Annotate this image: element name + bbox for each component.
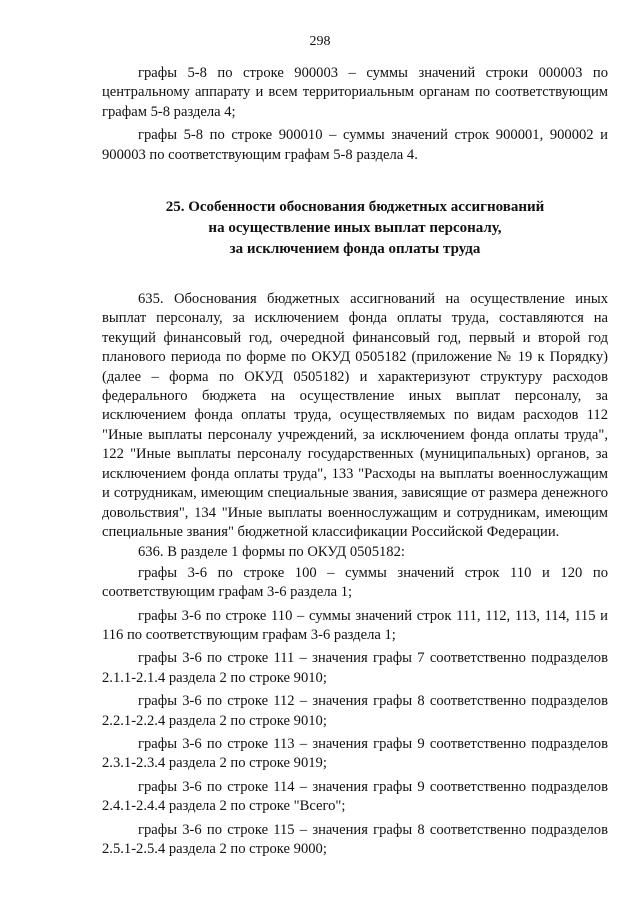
paragraph-635: 635. Обоснования бюджетных ассигнований на осуществление иных выплат персоналу, за исключением фонда оплаты труда, составляются на текущий финансовый год, очередной финансовый год, первый и второй год планового периода по форме по ОКУД 0505182 (приложение № 19 к Порядку) (далее – форма по ОКУД 0505182) и характеризуют структуру расходов федерального бюджета на осуществление иных выплат персоналу, за исключением фонда оплаты труда, осуществляемых по видам расходов 112 "Иные выплаты персоналу учреждений, за исключением фонда оплаты труда", 122 "Иные выплаты персоналу государственных (муниципальных) органов, за исключением фонда оплаты труда", 133 "Расходы на выплаты военнослужащим и сотрудникам, имеющим специальные звания, зависящие от размера денежного довольствия", 134 "Иные выплаты военнослужащим и сотрудникам, имеющим специальные звания" бюджетной классификации Российской Федерации. <box>102 291 608 540</box>
paragraph-636: 636. В разделе 1 формы по ОКУД 0505182: <box>138 544 405 561</box>
list-item: графы 3-6 по строке 110 – суммы значений строк 111, 112, 113, 114, 115 и 116 по соответствующим графам 3-6 раздела 1; <box>102 607 608 643</box>
page-number: 298 <box>309 34 331 49</box>
paragraph-top-1: графы 5-8 по строке 900003 – суммы значений строки 000003 по центральному аппарату и всем территориальным органам по соответствующим графам 5-8 раздела 4; <box>102 65 608 120</box>
section-title <box>102 197 608 260</box>
section-title-line-2: на осуществление иных выплат персоналу, <box>208 220 502 237</box>
list-item: графы 3-6 по строке 114 – значения графы 9 соответственно подразделов 2.4.1-2.4.4 раздела 2 по строке "Всего"; <box>102 778 608 815</box>
paragraph-top-2: графы 5-8 по строке 900010 – суммы значений строк 900001, 900002 и 900003 по соответствующим графам 5-8 раздела 4. <box>102 127 608 163</box>
list-item: графы 3-6 по строке 113 – значения графы 9 соответственно подразделов 2.3.1-2.3.4 раздела 2 по строке 9019; <box>102 735 608 772</box>
section-title-line-3: за исключением фонда оплаты труда <box>229 241 481 258</box>
list-item: графы 3-6 по строке 115 – значения графы 8 соответственно подразделов 2.5.1-2.5.4 раздела 2 по строке 9000; <box>102 821 608 857</box>
list-item: графы 3-6 по строке 100 – суммы значений строк 110 и 120 по соответствующим графам 3-6 раздела 1; <box>102 564 608 601</box>
section-title-line-1: 25. Особенности обоснования бюджетных ассигнований <box>165 199 545 216</box>
list-item: графы 3-6 по строке 112 – значения графы 8 соответственно подразделов 2.2.1-2.2.4 раздела 2 по строке 9010; <box>102 693 608 729</box>
list-item: графы 3-6 по строке 111 – значения графы 7 соответственно подразделов 2.1.1-2.1.4 раздела 2 по строке 9010; <box>102 650 608 686</box>
document-body <box>102 64 608 863</box>
